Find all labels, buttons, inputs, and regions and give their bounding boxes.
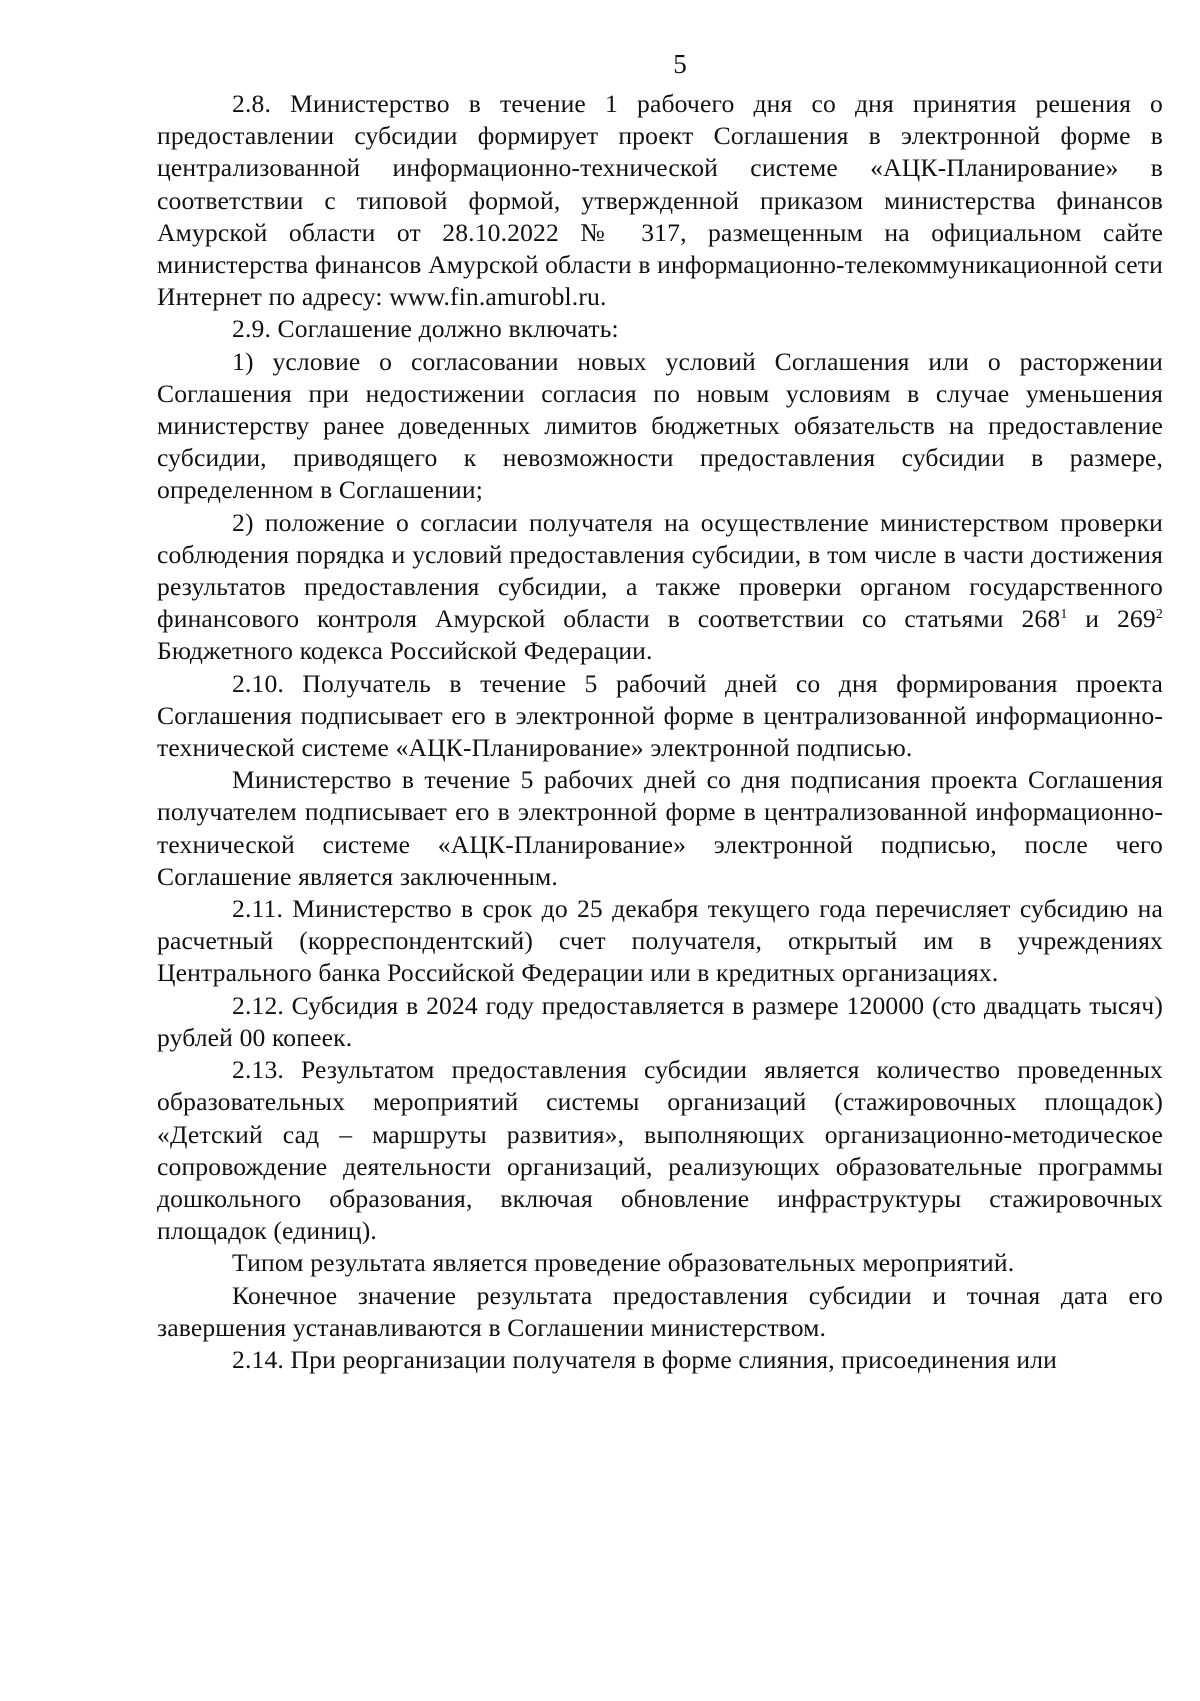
- paragraph-2-9: 2.9. Соглашение должно включать:: [232, 314, 619, 344]
- paragraph-2-9-item-2: [157, 507, 1163, 668]
- paragraph-ministry-signing: Министерство в течение 5 рабочих дней со дня подписания проекта Соглашения получателем подписывает его в электронной форме в централизованной информационно-технической системе «АЦК-Планирование» электронной подписью, после чего Соглашение является заключенным.: [157, 765, 1163, 891]
- superscript-1: 1: [1060, 607, 1068, 623]
- paragraph-2-11: 2.11. Министерство в срок до 25 декабря текущего года перечисляет субсидию на расчетный (корреспондентский) счет получателя, открытый им в учреждениях Центрального банка Российской Федерации или в кредитных организациях.: [157, 894, 1163, 988]
- paragraph-2-12: 2.12. Субсидия в 2024 году предоставляется в размере 120000 (сто двадцать тысяч) рублей 00 копеек.: [157, 990, 1163, 1052]
- paragraph-2-10: 2.10. Получатель в течение 5 рабочий дней со дня формирования проекта Соглашения подписывает его в электронной форме в централизованной информационно-технической системе «АЦК-Планирование» электронной подписью.: [157, 668, 1163, 763]
- paragraph-2-13: 2.13. Результатом предоставления субсидии является количество проведенных образовательных мероприятий системы организаций (стажировочных площадок) «Детский сад – маршруты развития», выполняющих организационно-методическое сопровождение деятельности организаций, реализующих образовательные программы дошкольного образования, включая обновление инфраструктуры стажировочных площадок (единиц).: [157, 1055, 1163, 1246]
- page-number: 5: [673, 49, 687, 79]
- paragraph-final-value: Конечное значение результата предоставления субсидии и точная дата его завершения устанавливаются в Соглашении министерством.: [157, 1280, 1163, 1342]
- paragraph-result-type: Типом результата является проведение образовательных мероприятий.: [232, 1248, 1015, 1278]
- paragraph-2-14: 2.14. При реорганизации получателя в форме слияния, присоединения или: [232, 1344, 1058, 1374]
- item-2-text-middle: и 269: [1067, 604, 1156, 634]
- item-2-text-after: Бюджетного кодекса Российской Федерации.: [157, 636, 653, 666]
- item-2-text-before: 2) положение о согласии получателя на осуществление министерством проверки соблюдения порядка и условий предоставления субсидии, в том числе в части достижения результатов предоставления субсидии, а также проверки органом государственного финансового контроля Амурской области в соответствии со статьями 268: [157, 507, 1163, 634]
- document-page: [157, 48, 1163, 1376]
- paragraph-2-9-item-1: 1) условие о согласовании новых условий Соглашения или о расторжении Соглашения при недостижении согласия по новым условиям в случае уменьшения министерству ранее доведенных лимитов бюджетных обязательств на предоставление субсидии, приводящего к невозможности предоставления субсидии в размере, определенном в Соглашении;: [157, 346, 1163, 505]
- superscript-2: 2: [1155, 607, 1163, 623]
- paragraph-2-8: 2.8. Министерство в течение 1 рабочего дня со дня принятия решения о предоставлении субсидии формирует проект Соглашения в электронной форме в централизованной информационно-технической системе «АЦК-Планирование» в соответствии с типовой формой, утвержденной приказом министерства финансов Амурской области от 28.10.2022 № 317, размещенным на официальном сайте министерства финансов Амурской области в информационно-телекоммуникационной сети Интернет по адресу: www.fin.amurobl.ru.: [157, 89, 1163, 312]
